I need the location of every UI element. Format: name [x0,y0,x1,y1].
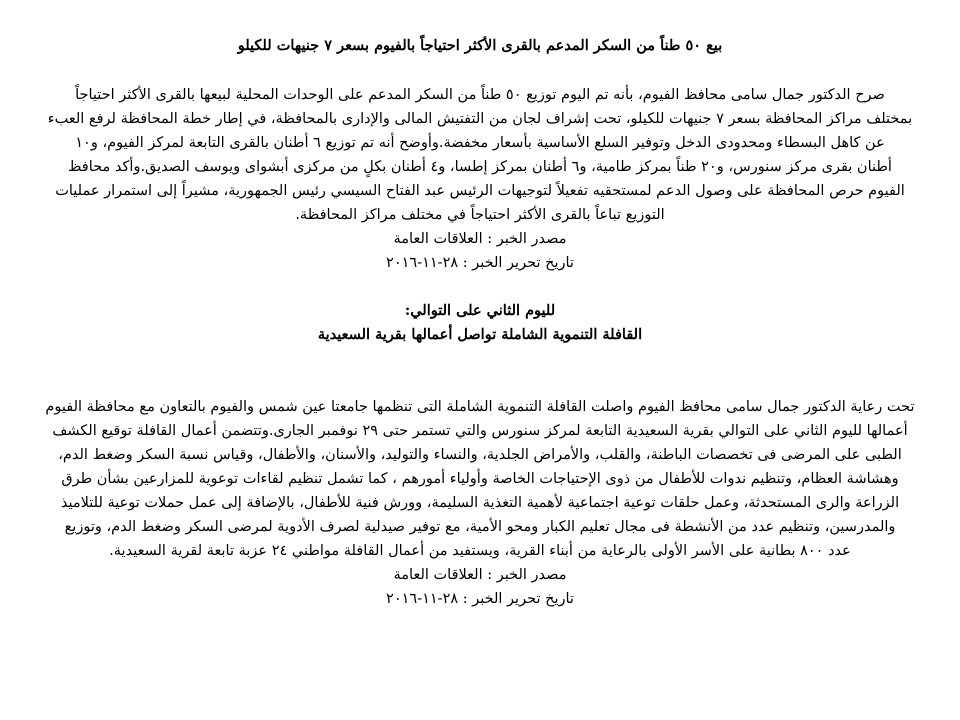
article2-line: الطبى على المرضى فى تخصصات الباطنة، والقلب، والأمراض الجلدية، والنساء والتوليد، والأسنان، والأطفال، وقياس نسبة السكر وضغط الدم، [58,447,902,463]
article1-line: بمختلف مراكز المحافظة بسعر ٧ جنيهات للكيلو، تحت إشراف لجان من التفتيش المالى والإدارى بالمحافظة، في إطار خطة المحافظة لرفع العبء [47,111,913,127]
article1-line: صرح الدكتور جمال سامى محافظ الفيوم، بأنه تم اليوم توزيع ٥٠ طناً من السكر المدعم على الوحدات المحلية لبيعها بالقرى الأكثر احتياجاً [75,87,885,103]
article2-title: القافلة التنموية الشاملة تواصل أعمالها بقرية السعيدية [317,326,643,343]
article1-line: الفيوم حرص المحافظة على وصول الدعم لمستحقيه تفعيلاً لتوجيهات الرئيس عبد الفتاح السيسي رئيس الجمهورية، مشيراً إلى استمرار عمليات [55,183,905,199]
article2-date: تاريخ تحرير الخبر : ٢٨-١١-٢٠١٦ [386,591,574,607]
article2-line: أعمالها لليوم الثاني على التوالي بقرية السعيدية التابعة لمركز سنورس والتي تستمر حتى ٢٩ نوفمبر الجارى.وتتضمن أعمال القافلة توقيع الكشف [52,423,908,439]
article2-source: مصدر الخبر : العلاقات العامة [393,567,567,583]
article2-line: والمدرسين، وتنظيم عدد من الأنشطة فى مجال تعليم الكبار ومحو الأمية، مع توفير صيدلية لصرف الأدوية لمرضى السكر وضغط الدم، وتوزيع [64,519,896,535]
article2-line: عدد ٨٠٠ بطانية على الأسر الأولى بالرعاية من أبناء القرية، ويستفيد من أعمال القافلة مواطني ٢٤ عزبة تابعة لقرية السعيدية. [109,543,851,559]
article2-kicker: لليوم الثاني على التوالي: [404,302,556,319]
article1-source: مصدر الخبر : العلاقات العامة [393,231,567,247]
article1-line: التوزيع تباعاً بالقرى الأكثر احتياجاً في مختلف مراكز المحافظة. [295,207,665,223]
article2-line: الزراعة والرى المستحدثة، وعمل حلقات توعية اجتماعية لأهمية التغذية السليمة، وورش فنية للأطفال، بالإضافة إلى عمل حملات توعية للتلاميذ [60,495,900,511]
article2-line: تحت رعاية الدكتور جمال سامى محافظ الفيوم واصلت القافلة التنموية الشاملة التى تنظمها جامعتا عين شمس والفيوم بالتعاون مع محافظة الفيوم [45,399,915,415]
article1-date: تاريخ تحرير الخبر : ٢٨-١١-٢٠١٦ [386,255,574,271]
article1-line: عن كاهل البسطاء ومحدودى الدخل وتوفير السلع الأساسية بأسعار مخفضة.وأوضح أنه تم توزيع ٦ أطنان بالقرى التابعة لمركز الفيوم، و١٠ [75,135,885,151]
article1-title: بيع ٥٠ طناً من السكر المدعم بالقرى الأكثر احتياجاً بالفيوم بسعر ٧ جنيهات للكيلو [237,37,723,54]
article2-line: وهشاشة العظام، وتنظيم ندوات للأطفال من ذوى الإحتياجات الخاصة وأولياء أمورهم ، كما تشمل تنظيم لقاءات توعوية للمزارعين بشأن طرق [61,471,899,487]
article1-line: أطنان بقرى مركز سنورس، و٢٠ طناً بمركز طامية، و٦ أطنان بمركز إطسا، و٤ أطنان بكلٍ من مركزى أبشواى ويوسف الصديق.وأكد محافظ [68,159,892,175]
